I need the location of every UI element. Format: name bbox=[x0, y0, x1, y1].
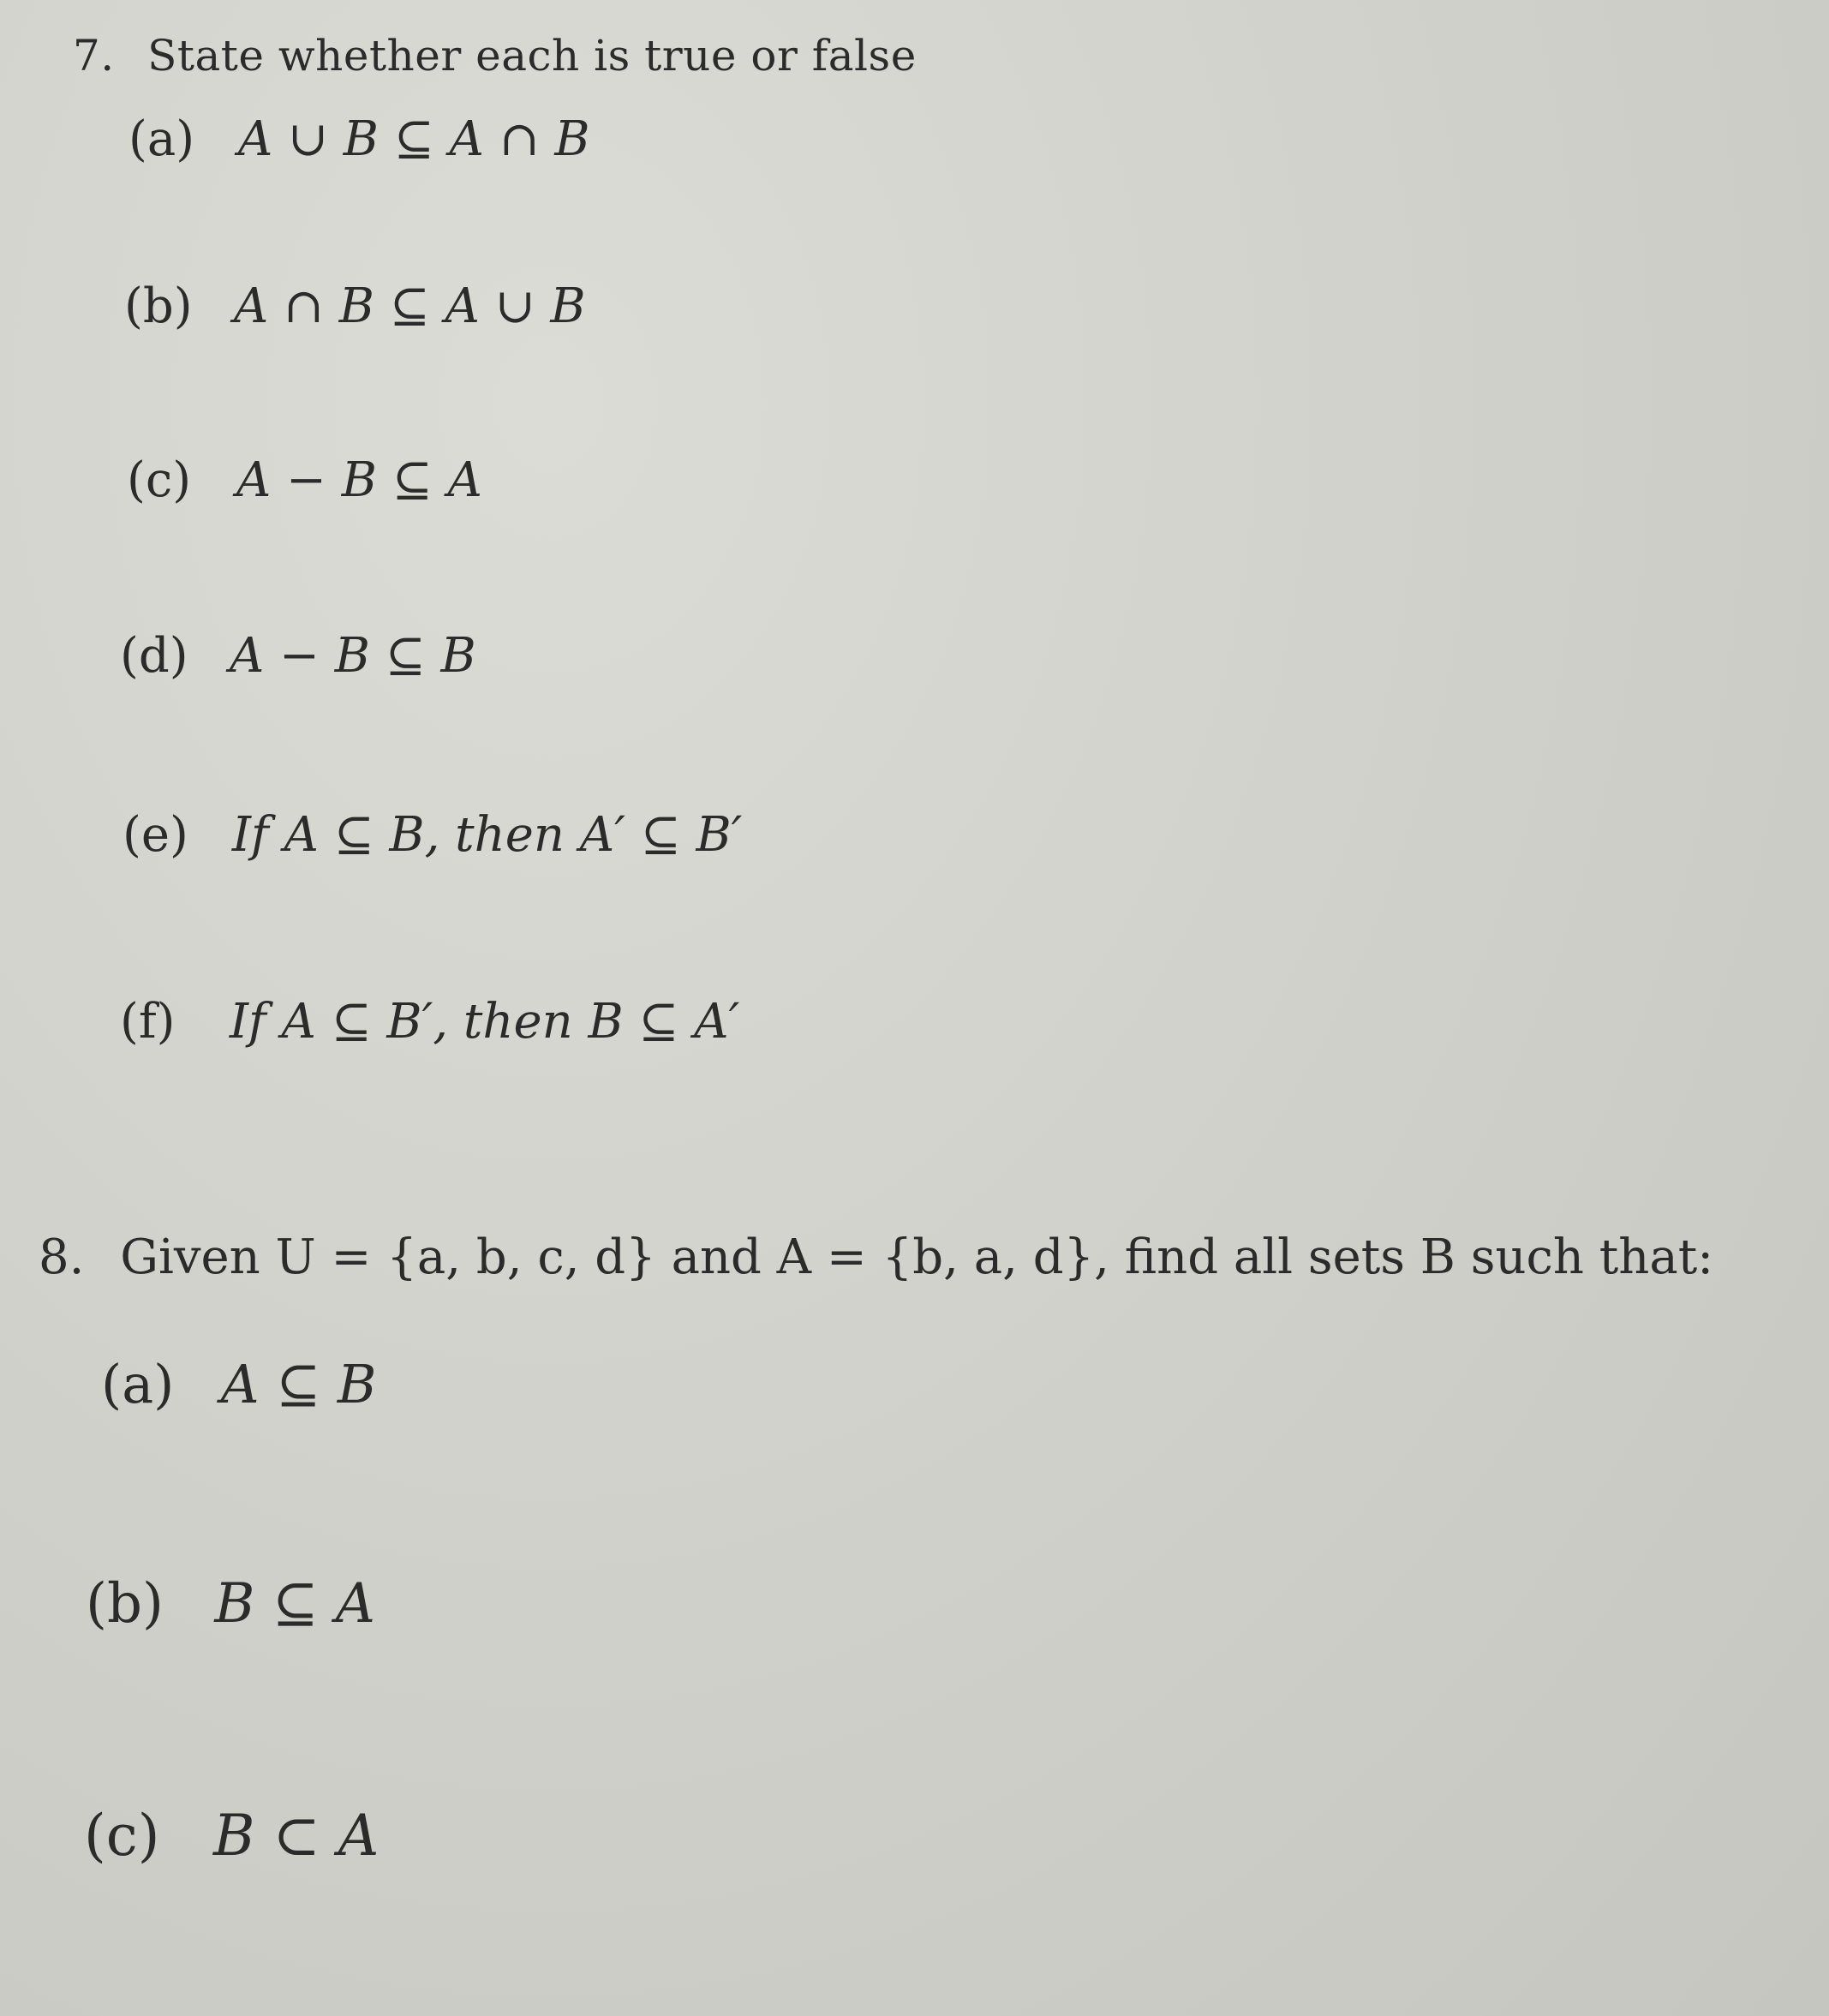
q7-item-f-label: (f) bbox=[120, 994, 176, 1050]
q8-item-c-label: (c) bbox=[84, 1803, 160, 1869]
q7-item-f-expression: If A ⊆ B′, then B ⊆ A′ bbox=[229, 994, 740, 1050]
q8-item-a-expression: A ⊆ B bbox=[220, 1353, 377, 1415]
q7-item-f bbox=[120, 994, 740, 1050]
q8-item-c-expression: B ⊂ A bbox=[212, 1803, 380, 1869]
q8-item-b-expression: B ⊆ A bbox=[214, 1572, 375, 1636]
q7-item-a bbox=[129, 111, 590, 167]
q7-item-c-label: (c) bbox=[127, 452, 192, 508]
question-7-prompt: State whether each is true or false bbox=[147, 31, 917, 81]
q8-item-a bbox=[101, 1353, 377, 1415]
q7-item-b bbox=[124, 278, 586, 334]
q7-item-b-expression: A ∩ B ⊆ A ∪ B bbox=[233, 278, 586, 334]
q8-item-b bbox=[86, 1572, 375, 1636]
q7-item-e-expression: If A ⊆ B, then A′ ⊆ B′ bbox=[231, 807, 743, 863]
q7-item-b-label: (b) bbox=[124, 278, 193, 334]
question-7-heading bbox=[73, 31, 917, 81]
question-8-heading bbox=[39, 1229, 1714, 1285]
q7-item-c-expression: A − B ⊆ A bbox=[236, 452, 482, 508]
q8-item-a-label: (a) bbox=[101, 1353, 175, 1415]
q7-item-a-expression: A ∪ B ⊆ A ∩ B bbox=[237, 111, 590, 167]
q7-item-e bbox=[123, 807, 743, 863]
question-8-number: 8. bbox=[39, 1229, 85, 1285]
question-7-number: 7. bbox=[73, 31, 115, 81]
q7-item-e-label: (e) bbox=[123, 807, 188, 863]
q7-item-d-expression: A − B ⊆ B bbox=[229, 628, 476, 684]
q8-item-b-label: (b) bbox=[86, 1572, 164, 1636]
q7-item-c bbox=[127, 452, 482, 508]
q7-item-a-label: (a) bbox=[129, 111, 195, 167]
question-8-prompt: Given U = {a, b, c, d} and A = {b, a, d}, find all sets B such that: bbox=[120, 1229, 1714, 1285]
q7-item-d bbox=[120, 628, 476, 684]
q8-item-c bbox=[84, 1803, 380, 1869]
q7-item-d-label: (d) bbox=[120, 628, 188, 684]
